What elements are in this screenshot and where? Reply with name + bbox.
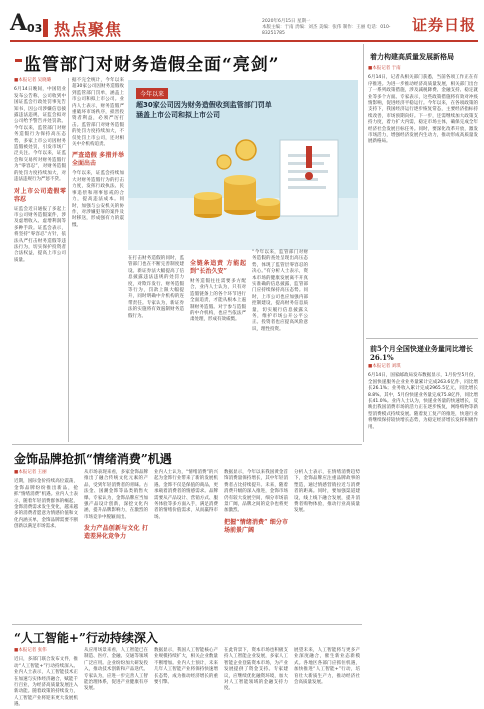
right-article1-title: 着力构建高质量发展新格局 [370, 52, 454, 61]
article3-col5 [294, 648, 360, 696]
article1-col1-text: 6月14日晚间，中国铝业发布公告称，公司收到中国证监会行政处罚事先告知书，因公司涉嫌信息披露违法违规，证监会拟对公司给予警告并处罚款。今年以来，监管部门对财务造假行为保持高压态势，多家上市公司因财务造假被处罚，引发市场广泛关注。今年以来，证监会和交易所对财务造假行为“零容忍”，对财务造假的处罚力度持续加大，对违法违规行为严惩不贷。 [14, 87, 66, 183]
image-tag: 今年以来 [136, 88, 168, 99]
article2-col3 [154, 470, 218, 620]
article1-col3 [128, 256, 184, 442]
article3-text4: 在此背景下，资本市场也积极支持人工智能企业发展，多家人工智能企业登陆资本市场，为产业发展提供了资金支持。专家建议，应继续优化融资环境，加大对人工智能领域的金融支持力度。 [224, 648, 288, 692]
article1-col2 [72, 78, 124, 442]
page-letter: A [10, 10, 28, 36]
section-title: 热点聚焦 [54, 20, 123, 39]
article1-col4-text: “今年以来，监管部门对财务造假的查处呈现出高压态势，体现了监管层零容忍的决心。”有分析人士表示，资本市场的健康发展离不开真实准确的信息披露，监管部门应持续保持高压态势。同时，上市公司也应加强内部控制建设，提高财务信息质量，切实履行信息披露义务，维护市场公开公平公正。投资者也应提高风险意识，理性投资。 [252, 250, 308, 332]
article2-col2 [84, 470, 148, 620]
article2-headline: 金饰品牌抢抓“情绪消费”机遇 [14, 452, 172, 466]
article2-col5 [294, 470, 360, 620]
article2-col1 [14, 470, 78, 620]
article2-text4: 数据显示，今年以来我国黄金首饰消费量保持增长，其中年轻消费者占比持续提升。未来，随着消费升级的深入推进，金饰市场仍有较大发展空间，细分市场前景广阔，品牌之间的竞争也将更加激烈。 [224, 470, 288, 514]
article-image [128, 80, 358, 250]
header-meta [262, 19, 410, 37]
article1-col3-text: 在打击财务造假的同时，监管部门也在不断完善制度建设。新证券法大幅提高了信息披露违法违规的处罚力度，对欺诈发行、财务造假等行为，罚款上限大幅提升，同时明确中介机构的连带责任。专家认为，新证券法的实施将有效遏制财务造假行为。 [128, 256, 184, 319]
article1-byline: ■本报记者 吴晓璐 [14, 78, 52, 83]
page-number: 03 [27, 22, 43, 35]
article1-col3b-text: 财务造假往往需要多方配合，业内人士认为，只有对造假链条上的各个环节进行全面追责，才能从根本上遏制财务造假。对于参与造假的中介机构，也应当依法严肃处理，形成有效威慑。 [190, 279, 246, 323]
right-article1-byline: ■本报记者 于南 [368, 66, 401, 71]
article1-subhead3: 全链条追责 方能起到“长治久安” [190, 260, 246, 275]
article3-byline: ■本报记者 张伟 [14, 648, 47, 653]
article1-col2-text: 据不完全统计，今年以来超30家公司因财务造假收到监管部门罚单，涵盖上市公司和拟上市公司。业内人士表示，财务造假严重破坏市场秩序，损害投资者利益，必须严厉打击。监管部门对财务造假的处罚力度持续加大，不仅处罚上市公司，还对相关中介机构追责。 [72, 78, 124, 148]
main-headline: 监管部门对财务造假全面“亮剑” [24, 55, 280, 75]
article2-subhead1: 发力产品创新与文化 打造差异化竞争力 [84, 525, 148, 541]
right-column-divider [363, 44, 364, 442]
column-divider [68, 78, 69, 442]
article3-text5: 展望未来，人工智能将与更多产业深度融合，催生新业态新模式。各地区各部门应抓住机遇，加快推进“人工智能+”行动，培育壮大新质生产力，推动经济社会高质量发展。 [294, 648, 360, 686]
article3-text1: 近日，多部门联合发布文件，推动“人工智能+”行动持续深入。业内人士表示，人工智能技术正在加速与实体经济融合，赋能千行百业，为经济高质量发展注入新动能。随着政策的持续发力，人工智能产业将迎来更大发展机遇。 [14, 657, 78, 708]
article1-col1 [14, 78, 66, 442]
article2-text2: 从市场表现来看，多家金饰品牌推出了融合传统文化元素的产品，受到年轻消费者的青睐。古法金、国潮金饰等品类销售火爆。专家认为，金饰品牌应当加强产品设计创新，深挖文化内涵，提升品牌影响力，在激烈的市场竞争中脱颖而出。 [84, 470, 148, 520]
right-article2-title: 前5个月全国快递业务量同比增长26.1% [370, 344, 473, 362]
coin-stacks-illustration [194, 140, 280, 220]
right-article1-body [368, 66, 478, 330]
header-editors: 本版主编：于南 责编：刘杰 美编：张伟 制作：王丽 电话：010-83251785 [262, 25, 391, 36]
article3-text3: 数据显示，我国人工智能核心产业规模持续扩大，相关企业数量不断增加。业内人士预计，未来几年人工智能产业将保持快速增长态势，成为推动经济增长的重要引擎。 [154, 648, 218, 686]
document-illustration [280, 140, 338, 216]
article3-col2 [84, 648, 148, 696]
article2-text3: 业内人士认为，“情绪消费”的兴起为金饰行业带来了新的发展机遇。金饰不仅是保值的商品，更承载着消费者的情感需求。品牌需要从产品设计、营销方式、服务体验等多方面入手，满足消费者的情绪价值需求，从而赢得市场。 [154, 470, 218, 520]
image-caption: 超30家公司因为财务造假收到监管部门罚单 涵盖上市公司和拟上市公司 [136, 101, 272, 119]
article1-subhead2: 严查造假 多措并举全面出击 [72, 152, 124, 168]
section-divider-2 [12, 624, 362, 625]
article3-col4 [224, 648, 288, 696]
right-article1-text: 6月14日，记者从相关部门获悉，当前各项工作正在有序推进。为进一步推动经济高质量发展，相关部门出台了一系列政策措施，涉及减税降费、金融支持、稳定就业等多个方面。专家表示，这些政策措施将有效对冲疫情影响，促进经济平稳运行。今年以来，在各项政策的支持下，我国经济运行逐步恢复常态，主要经济指标持续改善，市场预期向好。下一步，还需继续加大政策支持力度，着力扩大内需，稳定市场主体，确保完成全年经济社会发展目标任务。同时，要深化改革开放，激发市场活力，增强经济发展内生动力，推动形成高质量发展新格局。 [368, 75, 478, 145]
article1-subhead1: 对上市公司造假零容忍 [14, 187, 66, 203]
article2-subhead2: 把握“情绪消费” 细分市场前景广阔 [224, 518, 288, 534]
section-divider [12, 444, 362, 445]
article2-text5: 分析人士表示，在情绪消费趋势下，金饰品牌应注重品牌故事的塑造，通过情感营销拉近与消费者的距离。同时，要加强渠道建设，线上线下融合发展，提升消费者购物体验，推动行业高质量发展。 [294, 470, 360, 514]
article3-col3 [154, 648, 218, 696]
headline-marker [15, 59, 22, 62]
article3-col1 [14, 648, 78, 708]
section-marker [43, 19, 48, 37]
article3-headline: “人工智能+”行动持续深入 [14, 631, 158, 645]
header-date: 2020年6月15日 星期一 [262, 19, 311, 24]
header-rule [10, 40, 478, 42]
article2-text1: 近期，国际金价持续高位震荡，金饰品牌纷纷推出新品，抢抓“情绪消费”机遇。业内人士表示，随着年轻消费群体的崛起，金饰消费需求发生变化，越来越多的消费者愿意为情感价值和文化内涵买单，金饰品牌需要不断创新以满足市场需求。 [14, 479, 78, 530]
newspaper-logo: 证券日报 [412, 16, 477, 34]
right-article2-byline: ■本报记者 刘琪 [368, 364, 401, 369]
article1-col2b-text: 今年以来，证监会持续加大对财务造假行为的打击力度，发挥行政执法、民事追偿和刑事惩戒的合力，提高违法成本。同时，加强与公安机关的协作，对涉嫌犯罪的案件及时移送，形成强有力的震慑。 [72, 171, 124, 228]
document-coins-illustration [128, 80, 358, 250]
right-divider [366, 338, 478, 339]
article3-text2: 从应用场景来看，人工智能已在制造、医疗、金融、交通等领域广泛应用。企业纷纷加大研发投入，推动技术创新和产品迭代。专家认为，应进一步完善人工智能治理体系，促进产业健康有序发展。 [84, 648, 148, 692]
right-article2-body [368, 364, 478, 694]
article1-col3b [190, 256, 246, 442]
right-article2-text: 6月14日，国家邮政局发布数据显示，1月份至5月份，全国快递服务企业业务量累计完成263.6亿件，同比增长26.1%；业务收入累计完成2965.5亿元，同比增长8.8%。其中，5月份快递业务量完成75.8亿件，同比增长41.0%。业内人士认为，快递业务量的快速增长，反映出我国消费市场的活力正在逐步恢复，网络购物等新型消费模式持续发展。随着复工复产的推进，快递行业将继续保持较快增长态势，为稳定经济增长发挥积极作用。 [368, 373, 478, 430]
article1-col1b-text: 证监会近日通报了多起上市公司财务造假案件，涉及虚增收入、虚增利润等多种手段。证监会表示，将坚持“零容忍”方针，依法从严打击财务造假等违法行为，切实保护投资者合法权益，提高上市公司质量。 [14, 206, 66, 263]
article2-byline: ■本报记者 王丽 [14, 470, 47, 475]
article2-col4 [224, 470, 288, 620]
